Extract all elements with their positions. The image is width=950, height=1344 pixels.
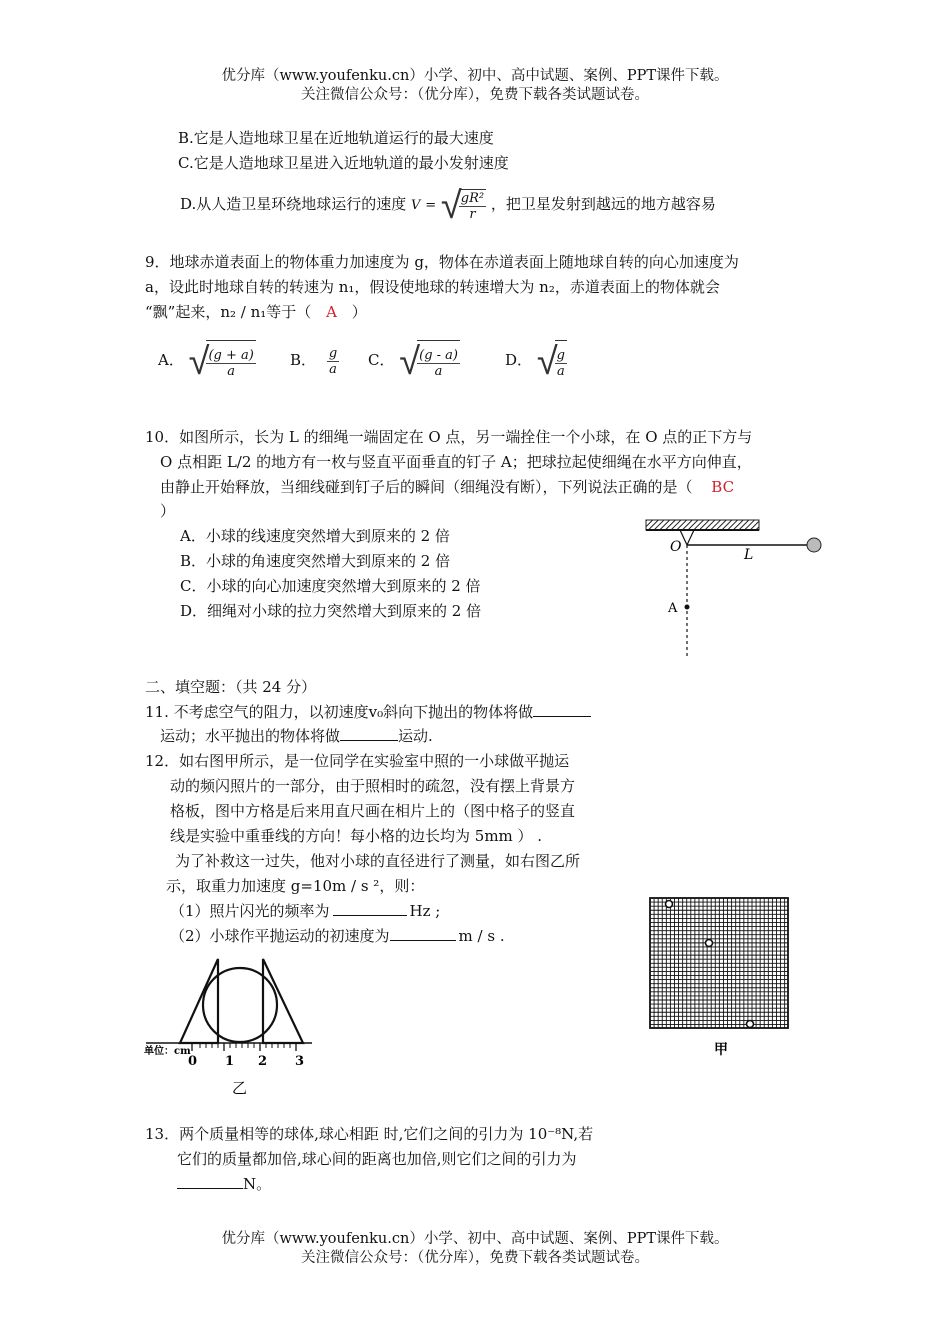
- q12-line-3: 格板，图中方格是后来用直尺画在相片上的（图中格子的竖直: [170, 802, 576, 820]
- q11-line-1-text: 11. 不考虑空气的阻力，以初速度v₀斜向下抛出的物体将做: [145, 703, 534, 721]
- q9-c-den: a: [434, 363, 443, 379]
- q10-line-1: 10．如图所示，长为 L 的细绳一端固定在 O 点，另一端拴住一个小球，在 O 点的正下方与: [145, 428, 753, 446]
- figure-yi: [140, 955, 320, 1100]
- q9-answer: A: [326, 303, 337, 321]
- q9-option-d: [505, 340, 567, 382]
- q12-line-4: 线是实验中重垂线的方向！每小格的边长均为 5mm ） .: [170, 827, 543, 845]
- q9-line-1: 9．地球赤道表面上的物体重力加速度为 g，物体在赤道表面上随地球自转的向心加速度为: [145, 253, 739, 271]
- q10-line-3: [160, 476, 734, 497]
- q10-line-4: ）: [160, 502, 176, 520]
- q12-item-1-prefix: （1）照片闪光的频率为: [170, 902, 330, 920]
- q12-item-1: [170, 900, 440, 921]
- q8-option-d: [180, 183, 716, 227]
- q11-blank-1[interactable]: [533, 716, 591, 717]
- q8-formula-num: gR²: [460, 190, 485, 206]
- q11-line-2: [160, 725, 433, 746]
- ruler-ticks: [192, 1043, 296, 1051]
- q8-formula-v: V: [411, 198, 421, 213]
- q12-item-2: [170, 925, 505, 946]
- q8-option-b: B.它是人造地球卫星在近地轨道运行的最大速度: [178, 129, 494, 147]
- q10-pendulum-figure: [640, 515, 830, 660]
- q12-blank-1[interactable]: [333, 915, 407, 916]
- ball: [807, 538, 821, 552]
- q12-blank-2[interactable]: [390, 940, 456, 941]
- q9-option-b-formula: [327, 346, 339, 377]
- ball-circle: [203, 968, 277, 1042]
- q8-sqrt-formula: √ $\frac{\text{gR²}}{r}$: [440, 183, 485, 227]
- q10-line-3-prefix: 由静止开始释放，当细线碰到钉子后的瞬间（细绳没有断），下列说法正确的是（: [160, 478, 693, 496]
- label-o: O: [670, 539, 682, 555]
- q8-option-d-suffix: ，把卫星发射到越远的地方越容易: [490, 195, 716, 213]
- q9-a-num: (g + a): [208, 347, 254, 363]
- q12-line-5: 为了补救这一过失，他对小球的直径进行了测量，如右图乙所: [175, 852, 581, 870]
- nail-a-dot: [685, 605, 690, 610]
- ruler-tick-label-3: 3: [295, 1054, 305, 1069]
- header-line-1: 优分库（www.youfenku.cn）小学、初中、高中试题、案例、PPT课件下载。: [221, 68, 729, 84]
- q12-item-1-suffix: Hz ;: [409, 902, 441, 920]
- q8-formula-eq: =: [425, 198, 437, 213]
- q9-b-den: a: [329, 361, 337, 377]
- q9-line-3-suffix: ）: [351, 303, 367, 321]
- q13-line-2: 它们的质量都加倍,球心间的距离也加倍,则它们之间的引力为: [177, 1150, 577, 1168]
- pivot-mark: [680, 530, 694, 545]
- figure-jia-label: 甲: [714, 1042, 728, 1058]
- q10-option-b: B．小球的角速度突然增大到原来的 2 倍: [180, 552, 451, 570]
- ruler-unit: 单位：cm: [144, 1046, 191, 1057]
- q11-line-2-suffix: 运动.: [398, 727, 433, 745]
- q10-option-a: A．小球的线速度突然增大到原来的 2 倍: [180, 527, 450, 545]
- q9-b-num: g: [328, 345, 338, 361]
- q9-line-3: [145, 301, 367, 322]
- q12-item-2-suffix: m / s .: [458, 927, 505, 945]
- q9-line-2: a，设此时地球自转的转速为 n₁，假设使地球的转速增大为 n₂，赤道表面上的物体就会: [145, 278, 720, 296]
- grid-lines: [650, 898, 788, 1028]
- q12-item-2-prefix: （2）小球作平抛运动的初速度为: [170, 927, 390, 945]
- q9-option-a-label: A．: [158, 351, 184, 369]
- q13-line-3: [177, 1173, 271, 1194]
- ruler-tick-label-1: 1: [225, 1054, 235, 1069]
- q9-option-b: [290, 340, 339, 380]
- ball-position-1: [666, 901, 673, 908]
- footer-line-1: 优分库（www.youfenku.cn）小学、初中、高中试题、案例、PPT课件下载。: [221, 1231, 729, 1247]
- ruler-tick-label-2: 2: [258, 1054, 268, 1069]
- q9-option-c-formula: √ $\frac{(g - a)}{a}$: [399, 339, 458, 383]
- q9-option-a-formula: √ $\frac{(g + a)}{a}$: [188, 339, 254, 383]
- q9-line-3-prefix: “飘”起来，n₂ / n₁等于（: [145, 303, 312, 321]
- ball-position-2: [706, 940, 713, 947]
- ruler-tick-label-0: 0: [188, 1054, 198, 1069]
- q9-d-num: g: [556, 347, 565, 363]
- header-line-2: 关注微信公众号：（优分库），免费下载各类试题试卷。: [301, 87, 649, 103]
- label-a: A: [668, 601, 678, 616]
- q10-answer: BC: [711, 478, 735, 496]
- q8-option-d-prefix: D.从人造卫星环绕地球运行的速度: [180, 195, 407, 213]
- q13-line-3-suffix: N。: [243, 1175, 272, 1193]
- q11-line-2-prefix: 运动；水平抛出的物体将做: [160, 727, 341, 745]
- label-l: L: [744, 547, 754, 563]
- q11-blank-2[interactable]: [340, 740, 398, 741]
- q13-blank[interactable]: [177, 1188, 243, 1189]
- ball-position-3: [747, 1021, 754, 1028]
- q10-option-c: C．小球的向心加速度突然增大到原来的 2 倍: [180, 577, 481, 595]
- q9-option-c: [368, 340, 460, 382]
- q9-option-d-formula: √ $\frac{g}{a}$: [536, 339, 565, 383]
- q13-line-1: 13．两个质量相等的球体,球心相距 时,它们之间的引力为 10⁻⁸N,若: [145, 1125, 594, 1143]
- q9-option-c-label: C．: [368, 351, 395, 369]
- q9-option-b-label: B．: [290, 351, 317, 369]
- q8-formula-den: r: [469, 206, 476, 222]
- section-2-title: 二、填空题：（共 24 分）: [145, 678, 317, 696]
- q10-option-d: D．细绳对小球的拉力突然增大到原来的 2 倍: [180, 602, 482, 620]
- q12-line-1: 12．如右图甲所示，是一位同学在实验室中照的一小球做平抛运: [145, 752, 570, 770]
- q10-line-2: O 点相距 L/2 的地方有一枚与竖直平面垂直的钉子 A；把球拉起使细绳在水平方向伸直，: [160, 453, 752, 471]
- q9-option-d-label: D．: [505, 351, 533, 369]
- figure-yi-label: 乙: [232, 1079, 248, 1097]
- q9-option-a: [158, 340, 256, 382]
- q9-d-den: a: [556, 363, 565, 379]
- q8-option-c: C.它是人造地球卫星进入近地轨道的最小发射速度: [178, 154, 509, 172]
- ceiling-hatch: [646, 520, 759, 530]
- q12-line-6: 示，取重力加速度 g=10m / s ²，则：: [166, 877, 425, 895]
- footer-line-2: 关注微信公众号：（优分库），免费下载各类试题试卷。: [301, 1250, 649, 1266]
- q11-line-1: [145, 701, 591, 722]
- figure-jia: [640, 890, 800, 1065]
- q12-line-2: 动的频闪照片的一部分，由于照相时的疏忽，没有摆上背景方: [170, 777, 576, 795]
- q9-a-den: a: [227, 363, 236, 379]
- q9-c-num: (g - a): [419, 347, 458, 363]
- right-triangle: [263, 959, 303, 1043]
